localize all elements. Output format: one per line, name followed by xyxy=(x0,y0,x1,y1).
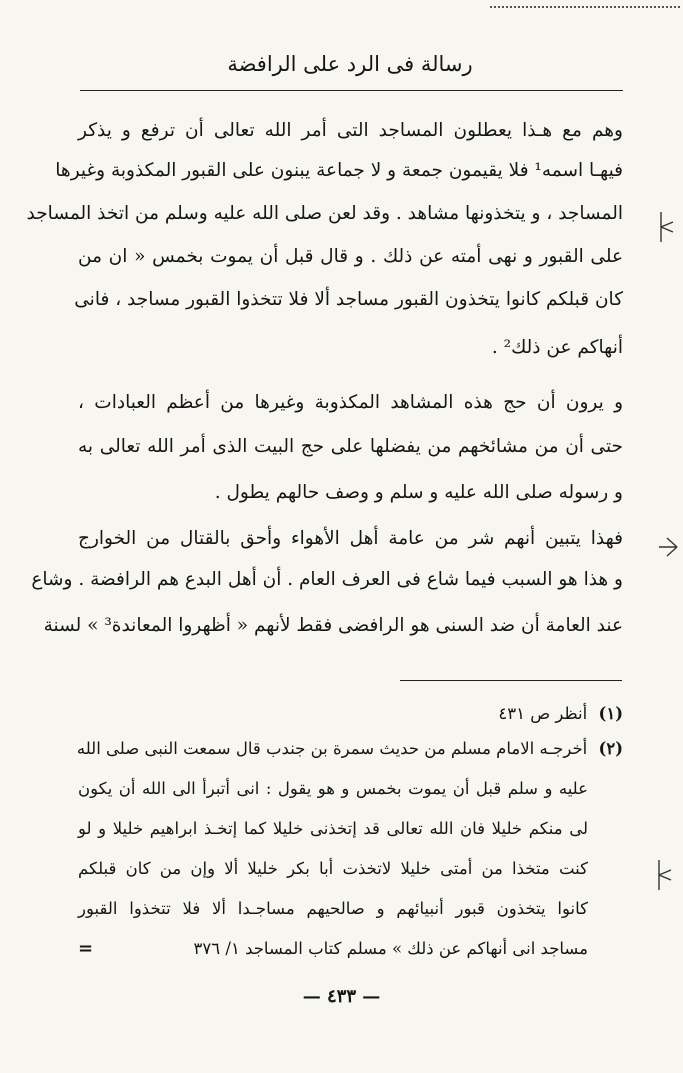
top-edge-rule xyxy=(490,6,680,8)
footnote-number: (٢) xyxy=(598,739,623,758)
footnote-text: أنظر ص ٤٣١ xyxy=(498,704,588,723)
margin-bracket-mark xyxy=(655,210,677,244)
text-line: عند العامة أن ضد السنى هو الرافضى فقط لأنهم « أظهروا المعاندة³ » لسنة xyxy=(43,615,623,636)
text-line: وهم مع هـذا يعطلون المساجد التى أمر الله تعالى أن ترفع و يذكر xyxy=(78,120,623,141)
footnote-2 xyxy=(78,735,623,763)
margin-bracket-mark xyxy=(653,858,675,892)
footnote-line: مساجد انى أنهاكم عن ذلك » مسلم كتاب المساجد ١/ ٣٧٦ xyxy=(193,939,588,958)
header-rule xyxy=(80,90,623,91)
footnote-text: أخرجـه الامام مسلم من حديث سمرة بن جندب قال سمعت النبى صلى الله xyxy=(76,739,588,758)
text-line: و هذا هو السبب فيما شاع فى العرف العام . أن أهل البدع هم الرافضة . وشاع xyxy=(31,569,623,590)
margin-arrow-mark xyxy=(657,530,679,564)
continuation-mark: = xyxy=(78,938,94,959)
footnote-line: كانوا يتخذون قبور أنبيائهم و صالحيهم مساجـدا ألا فلا تتخذوا القبور xyxy=(78,899,588,918)
text-line: المساجد ، و يتخذونها مشاهد . وقد لعن صلى الله عليه وسلم من اتخذ المساجد xyxy=(26,203,623,224)
text-line: كان قبلكم كانوا يتخذون القبور مساجد ألا فلا تتخذوا القبور مساجد ، فانى xyxy=(74,289,623,310)
text-line: أنهاكم عن ذلك² . xyxy=(491,337,623,358)
footnote-line: عليه و سلم قبل أن يموت بخمس و هو يقول : انى أتبرأ الى الله أن يكون xyxy=(78,779,588,798)
footnote-line: كنت متخذا من أمتى خليلا لاتخذت أبا بكر خليلا ألا وإن من كان قبلكم xyxy=(78,859,588,878)
text-line: و يرون أن حج هذه المشاهد المكذوبة وغيرها من أعظم العبادات ، xyxy=(78,392,623,413)
text-line: فهذا يتبين أنهم شر من عامة أهل الأهواء وأحق بالقتال من الخوارج xyxy=(78,528,623,549)
page-number: — ٤٣٣ — xyxy=(302,986,381,1007)
footnote-line: لى منكم خليلا فان الله تعالى قد إتخذنى خليلا كما إتخـذ ابراهيم خليلا و لو xyxy=(78,819,588,838)
text-line: حتى أن من مشائخهم من يفضلها على حج البيت الذى أمر الله تعالى به xyxy=(78,436,623,457)
footnote-1 xyxy=(78,700,623,728)
text-line: فيهـا اسمه¹ فلا يقيمون جمعة و لا جماعة يبنون على القبور المكذوبة وغيرها xyxy=(55,160,623,181)
running-header-title: رسالة فى الرد على الرافضة xyxy=(227,52,473,76)
text-line: على القبور و نهى أمته عن ذلك . و قال قبل أن يموت بخمس « ان من xyxy=(78,246,623,267)
footnote-number: (١) xyxy=(598,704,623,723)
text-line: و رسوله صلى الله عليه و سلم و وصف حالهم يطول . xyxy=(214,482,623,503)
footnote-rule xyxy=(400,680,622,681)
